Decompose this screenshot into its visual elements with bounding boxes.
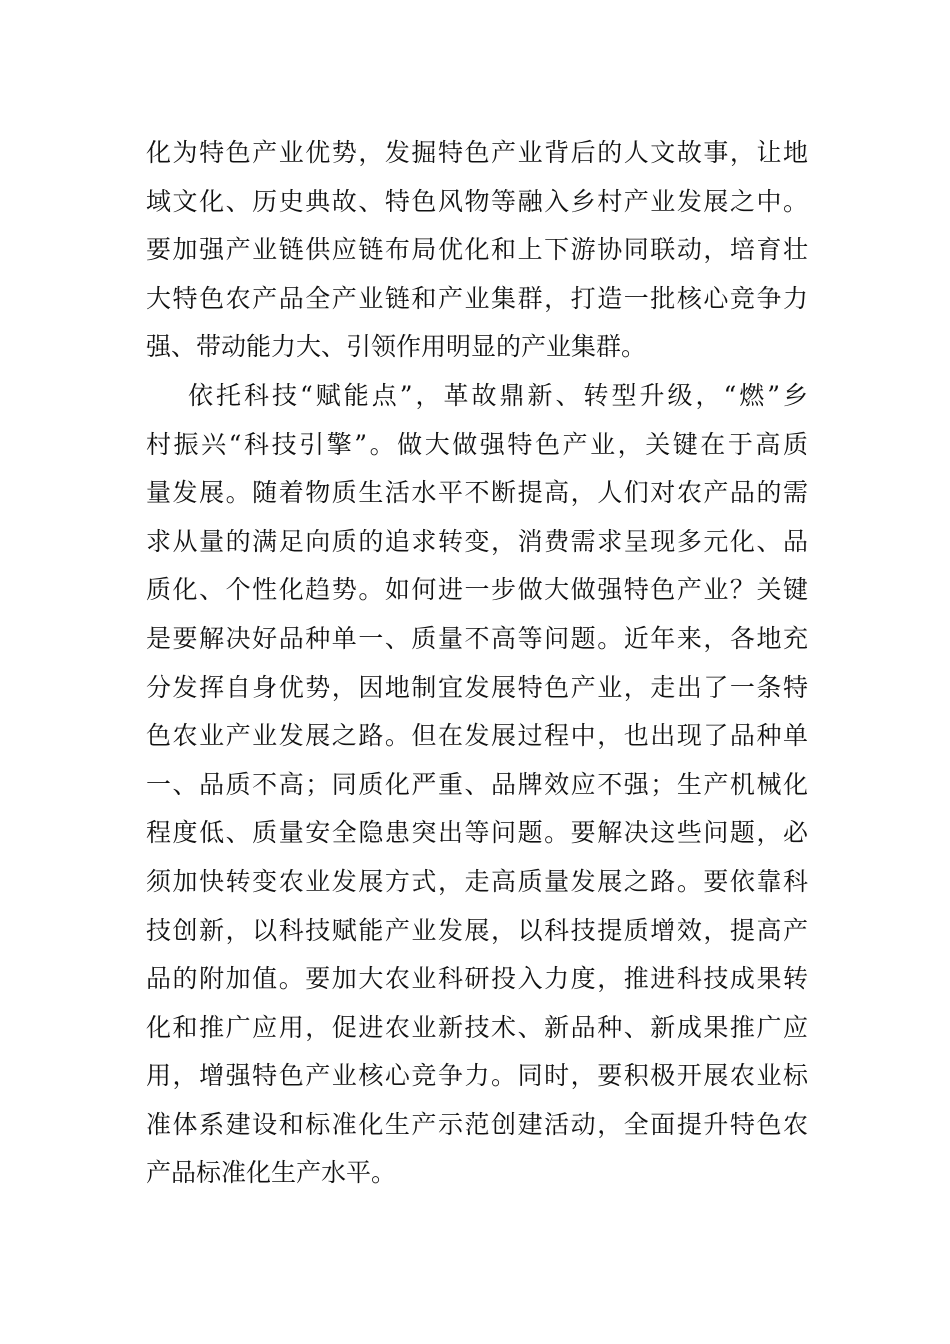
text-line: 求从量的满足向质的追求转变，消费需求呈现多元化、品 — [146, 526, 808, 556]
text-line: 域文化、历史典故、特色风物等融入乡村产业发展之中。 — [146, 186, 808, 216]
text-line: 化和推广应用，促进农业新技术、新品种、新成果推广应 — [146, 1012, 808, 1042]
text-line: 准体系建设和标准化生产示范创建活动，全面提升特色农 — [146, 1109, 808, 1139]
text-line: 量发展。随着物质生活水平不断提高，人们对农产品的需 — [146, 478, 808, 508]
text-line: 产品标准化生产水平。 — [146, 1158, 397, 1188]
text-line: 要加强产业链供应链布局优化和上下游协同联动，培育壮 — [146, 235, 808, 265]
text-line: 强、带动能力大、引领作用明显的产业集群。 — [146, 332, 647, 362]
text-line: 用，增强特色产业核心竞争力。同时，要积极开展农业标 — [146, 1061, 808, 1091]
text-line: 技创新，以科技赋能产业发展，以科技提质增效，提高产 — [146, 915, 808, 945]
text-line: 品的附加值。要加大农业科研投入力度，推进科技成果转 — [146, 964, 808, 994]
text-line: 程度低、质量安全隐患突出等问题。要解决这些问题，必 — [146, 818, 808, 848]
text-line: 村振兴“科技引擎”。做大做强特色产业，关键在于高质 — [146, 429, 808, 459]
text-line: 分发挥自身优势，因地制宜发展特色产业，走出了一条特 — [146, 672, 808, 702]
text-line: 一、品质不高；同质化严重、品牌效应不强；生产机械化 — [146, 769, 808, 799]
text-line: 是要解决好品种单一、质量不高等问题。近年来，各地充 — [146, 623, 808, 653]
text-line: 须加快转变农业发展方式，走高质量发展之路。要依靠科 — [146, 866, 808, 896]
text-line: 化为特色产业优势，发掘特色产业背后的人文故事，让地 — [146, 138, 808, 167]
text-line: 依托科技“赋能点”，革故鼎新、转型升级，“燃”乡 — [188, 380, 808, 410]
text-line: 色农业产业发展之路。但在发展过程中，也出现了品种单 — [146, 721, 808, 751]
body-text — [146, 129, 808, 1198]
text-line: 大特色农产品全产业链和产业集群，打造一批核心竞争力 — [146, 283, 808, 313]
text-line: 质化、个性化趋势。如何进一步做大做强特色产业？关键 — [146, 575, 808, 605]
